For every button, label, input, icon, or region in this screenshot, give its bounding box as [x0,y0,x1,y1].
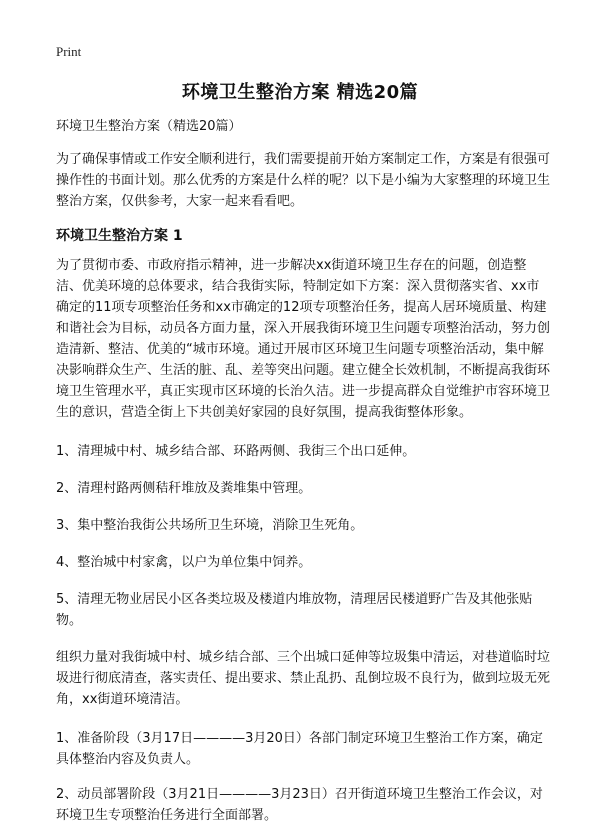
section-body-paragraph: 为了贯彻市委、市政府指示精神，进一步解决xx街道环境卫生存在的问题，创造整洁、优美环境的总体要求，结合我街实际，特制定如下方案：深入贯彻落实省、xx市确定的11项专项整治任务和xx市确定的12项专项整治任务，提高人居环境质量、构建和谐社会为目标，动员各方面力量，深入开展我街环境卫生问题专项整治活动，努力创造清新、整洁、优美的“城市环境。通过开展市区环境卫生问题专项整治活动，集中解决影响群众生产、生活的脏、乱、差等突出问题。建立健全长效机制，不断提高我街环境卫生管理水平，真正实现市区环境的长治久洁。进一步提高群众自觉维护市容环境卫生的意识，营造全街上下共创美好家园的良好氛围，提高我街整体形象。 [56,258,551,420]
print-link[interactable]: Print [56,44,82,59]
list-item: 4、整治城中村家禽，以户为单位集中饲养。 [56,555,312,570]
phase-item: 2、动员部署阶段（3月21日————3月23日）召开街道环境卫生整治工作会议，对环境卫生专项整治任务进行全面部署。 [56,787,543,823]
section-heading: 环境卫生整治方案 1 [56,228,183,244]
list-item: 1、清理城中村、城乡结合部、环路两侧、我街三个出口延伸。 [56,444,416,459]
document-body [56,116,550,840]
intro-paragraph: 为了确保事情或工作安全顺利进行，我们需要提前开始方案制定工作，方案是有很强可操作性的书面计划。那么优秀的方案是什么样的呢？以下是小编为大家整理的环境卫生整治方案，仅供参考，大家一起来看看吧。 [56,152,551,209]
list-item: 5、清理无物业居民小区各类垃圾及楼道内堆放物，清理居民楼道野广告及其他张贴物。 [56,592,533,628]
list-item: 3、集中整治我街公共场所卫生环境，消除卫生死角。 [56,518,364,533]
page-title: 环境卫生整治方案 精选20篇 [181,82,419,103]
phase-item: 1、准备阶段（3月17日————3月20日）各部门制定环境卫生整治工作方案，确定具体整治内容及负责人。 [56,731,543,767]
organize-paragraph: 组织力量对我街城中村、城乡结合部、三个出城口延伸等垃圾集中清运，对巷道临时垃圾进行彻底清查，落实责任、提出要求、禁止乱扔、乱倒垃圾不良行为，做到垃圾无死角，xx街道环境清洁。 [56,650,551,707]
document-subtitle: 环境卫生整治方案（精选20篇） [56,119,242,134]
list-item: 2、清理村路两侧秸秆堆放及粪堆集中管理。 [56,481,312,496]
